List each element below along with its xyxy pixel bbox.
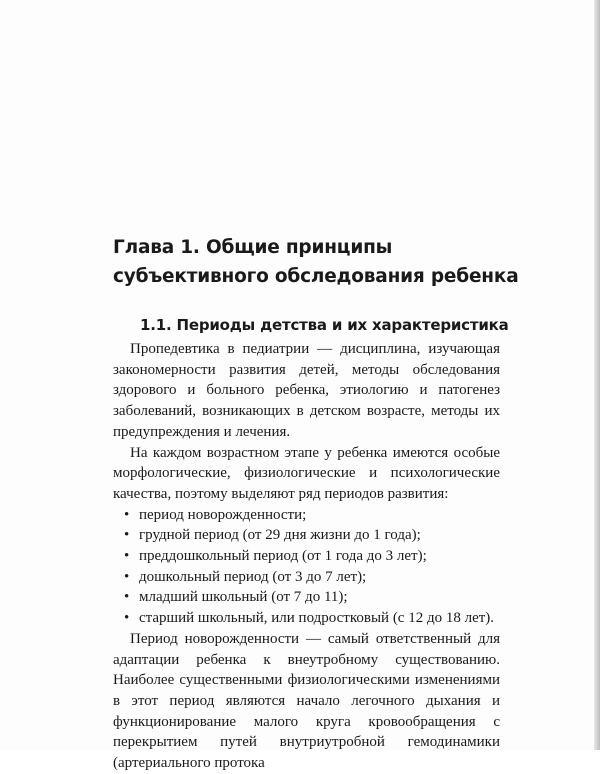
periods-list [113, 505, 500, 629]
bullet-icon: • [124, 589, 130, 606]
body-text [113, 339, 500, 774]
list-item: • дошкольный период (от 3 до 7 лет); [113, 567, 500, 588]
bullet-icon: • [124, 506, 130, 523]
paragraph-newborn: Период новорожденности — самый ответственный для адаптации ребенка к внеутробному существованию. Наиболее существенными физиологическими изменениями в этот период являются начало легочного дыхания и функционирование малого круга кровообращения с перекрытием путей внутриутробной гемодинамики (артериального протока [113, 630, 500, 772]
chapter-title: Глава 1. Общие принципы субъективного обследования ребенка [113, 237, 519, 287]
list-item: • грудной период (от 29 дня жизни до 1 года); [113, 525, 500, 546]
list-item: • старший школьный, или подростковый (с 12 до 18 лет). [113, 608, 500, 629]
section-title: 1.1. Периоды детства и их характеристика [140, 316, 509, 334]
list-item: • период новорожденности; [113, 505, 500, 526]
list-item: • преддошкольный период (от 1 года до 3 лет); [113, 546, 500, 567]
paragraph-intro: Пропедевтика в педиатрии — дисциплина, изучающая закономерности развития детей, методы обследования здорового и больного ребенка, этиологию и патогенез заболеваний, возникающих в детском возрасте, методы их предупреждения и лечения. [113, 341, 500, 440]
paragraph-periods-lead: На каждом возрастном этапе у ребенка имеются особые морфологические, физиологические и психологические качества, поэтому выделяют ряд периодов развития: [113, 444, 500, 502]
bullet-icon: • [124, 610, 130, 627]
bullet-icon: • [124, 568, 130, 585]
bullet-icon: • [124, 548, 130, 565]
list-item: • младший школьный (от 7 до 11); [113, 587, 500, 608]
page-edge-shadow [594, 0, 600, 750]
bullet-icon: • [124, 527, 130, 544]
